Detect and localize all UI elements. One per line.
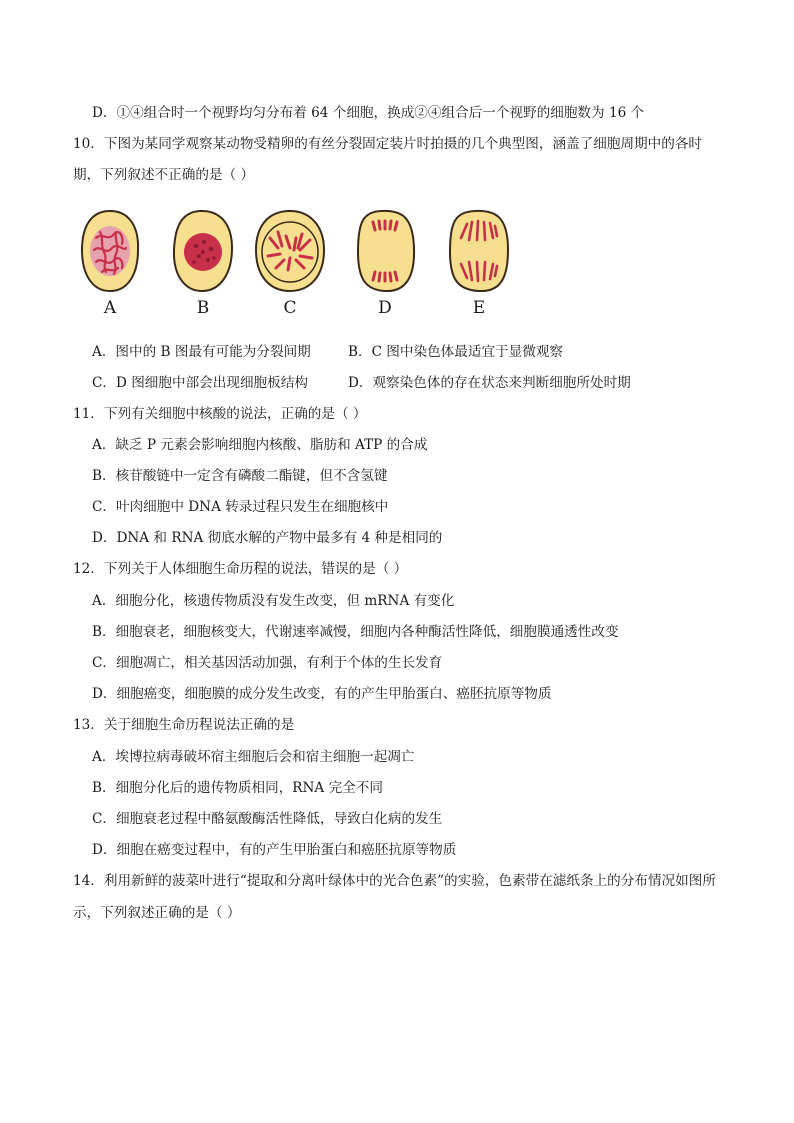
q10-option-a: A．图中的 B 图最有可能为分裂间期	[92, 344, 311, 360]
q10-option-d: D．观察染色体的存在状态来判断细胞所处时期	[348, 375, 631, 391]
cell-a-image	[78, 208, 142, 294]
q11-option-d: D．DNA 和 RNA 彻底水解的产物中最多有 4 种是相同的	[92, 530, 443, 546]
mitosis-figure	[72, 200, 532, 330]
cell-a-label: A	[103, 298, 117, 318]
cell-e-label: E	[472, 298, 486, 318]
q9-option-d: D．①④组合时一个视野均匀分布着 64 个细胞，换成②④组合后一个视野的细胞数为 16 个	[92, 105, 645, 121]
q12-option-d: D．细胞癌变，细胞膜的成分发生改变，有的产生甲胎蛋白、癌胚抗原等物质	[92, 686, 552, 702]
q12-option-a: A．细胞分化，核遗传物质没有发生改变，但 mRNA 有变化	[92, 593, 455, 609]
q11-option-a: A．缺乏 P 元素会影响细胞内核酸、脂肪和 ATP 的合成	[92, 437, 428, 453]
q12-option-c: C．细胞凋亡，相关基因活动加强，有利于个体的生长发育	[92, 655, 443, 671]
q11-option-c: C．叶肉细胞中 DNA 转录过程只发生在细胞核中	[92, 499, 389, 515]
q10-option-b: B．C 图中染色体最适宜于显微观察	[348, 344, 564, 360]
q12-option-b: B．细胞衰老，细胞核变大，代谢速率减慢，细胞内各种酶活性降低，细胞膜通透性改变	[92, 624, 619, 640]
q13-option-c: C．细胞衰老过程中酪氨酸酶活性降低，导致白化病的发生	[92, 811, 443, 827]
cell-b-label: B	[196, 298, 210, 318]
cell-c-image	[252, 208, 328, 294]
q13-stem: 13．关于细胞生命历程说法正确的是	[73, 717, 295, 733]
cell-d-image	[355, 208, 417, 294]
q12-stem: 12．下列关于人体细胞生命历程的说法，错误的是（ ）	[73, 561, 408, 577]
cell-b-image	[170, 208, 236, 294]
q10-option-c: C．D 图细胞中部会出现细胞板结构	[92, 375, 308, 391]
q11-option-b: B．核苷酸链中一定含有磷酸二酯键，但不含氢键	[92, 468, 388, 484]
q10-stem-line2: 期，下列叙述不正确的是（ ）	[73, 167, 255, 183]
q13-option-d: D．细胞在癌变过程中，有的产生甲胎蛋白和癌胚抗原等物质	[92, 842, 457, 858]
q13-option-a: A．埃博拉病毒破坏宿主细胞后会和宿主细胞一起凋亡	[92, 749, 415, 765]
q10-stem-line1: 10．下图为某同学观察某动物受精卵的有丝分裂固定装片时拍摄的几个典型图，涵盖了细胞周期中的各时	[73, 136, 703, 152]
q13-option-b: B．细胞分化后的遗传物质相同，RNA 完全不同	[92, 780, 383, 796]
cell-c-label: C	[283, 298, 297, 318]
q14-stem-line1: 14．利用新鲜的菠菜叶进行“提取和分离叶绿体中的光合色素”的实验，色素带在滤纸条上的分布情况如图所	[73, 873, 716, 889]
q14-stem-line2: 示，下列叙述正确的是（ ）	[73, 905, 241, 921]
cell-e-image	[447, 208, 511, 294]
cell-d-label: D	[378, 298, 392, 318]
q11-stem: 11．下列有关细胞中核酸的说法，正确的是（ ）	[73, 406, 367, 422]
